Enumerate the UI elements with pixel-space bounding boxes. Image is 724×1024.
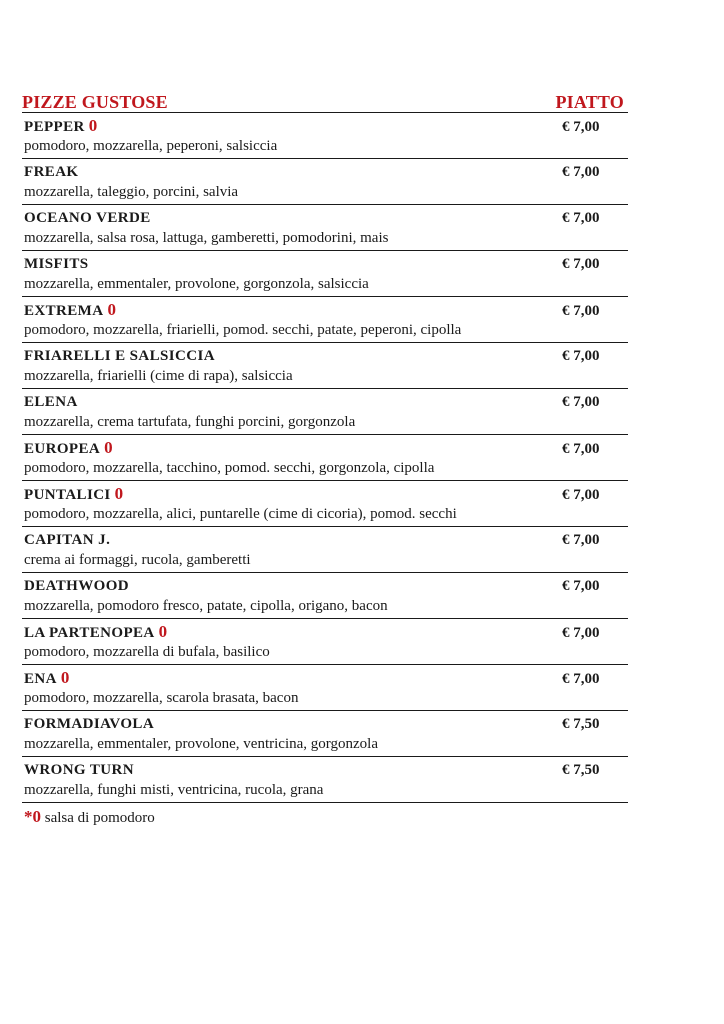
menu-item-name: EXTREMA xyxy=(24,303,104,319)
menu-item xyxy=(22,481,628,527)
menu-item-price: € 7,00 xyxy=(562,256,600,272)
menu-item-price: € 7,00 xyxy=(562,303,600,319)
menu-item xyxy=(22,159,628,205)
menu-item-title xyxy=(22,714,154,734)
menu-item xyxy=(22,297,628,343)
menu-item-header xyxy=(22,300,628,320)
menu-item-title xyxy=(22,530,110,550)
tomato-sauce-mark: 0 xyxy=(60,668,70,687)
menu-item-price: € 7,00 xyxy=(562,164,600,180)
menu-item xyxy=(22,205,628,251)
menu-item-description: pomodoro, mozzarella, friarielli, pomod. secchi, patate, peperoni, cipolla xyxy=(24,322,462,338)
menu-item xyxy=(22,573,628,619)
menu-header xyxy=(22,90,628,113)
menu-item-header xyxy=(22,576,628,596)
tomato-sauce-mark: 0 xyxy=(158,622,168,641)
menu-item-name: ELENA xyxy=(24,394,78,410)
menu-item-name: MISFITS xyxy=(24,256,89,272)
menu-item-name: FREAK xyxy=(24,164,79,180)
menu-item-title xyxy=(22,208,151,228)
menu-item-description: mozzarella, taleggio, porcini, salvia xyxy=(24,184,239,200)
footnote-mark: *0 xyxy=(24,807,41,826)
menu-item-price: € 7,00 xyxy=(562,625,600,641)
menu-item-name: PUNTALICI xyxy=(24,487,111,503)
menu-item-header xyxy=(22,714,628,734)
menu-item xyxy=(22,619,628,665)
menu-item-title xyxy=(22,668,69,689)
menu-item-price: € 7,00 xyxy=(562,671,600,687)
price-column-header: PIATTO xyxy=(555,92,624,112)
tomato-sauce-mark: 0 xyxy=(88,116,98,135)
menu-item-description: mozzarella, salsa rosa, lattuga, gamberetti, pomodorini, mais xyxy=(24,230,389,246)
menu-item xyxy=(22,343,628,389)
menu-item-price: € 7,00 xyxy=(562,348,600,364)
menu-item-name: DEATHWOOD xyxy=(24,578,129,594)
menu-item-description: mozzarella, friarielli (cime di rapa), salsiccia xyxy=(24,368,293,384)
menu-item xyxy=(22,665,628,711)
menu-item-title xyxy=(22,484,123,505)
tomato-sauce-mark: 0 xyxy=(107,300,116,319)
menu-item xyxy=(22,435,628,481)
tomato-sauce-mark: 0 xyxy=(114,484,124,503)
menu-item-title xyxy=(22,622,167,643)
menu-item-header xyxy=(22,622,628,642)
menu-item xyxy=(22,527,628,573)
menu-item-header xyxy=(22,484,628,504)
menu-item-title xyxy=(22,346,215,366)
menu-item-title xyxy=(22,392,78,412)
menu-item-name: PEPPER xyxy=(24,119,85,135)
menu-item-title xyxy=(22,760,134,780)
menu-item-header xyxy=(22,162,628,182)
menu-item-name: WRONG TURN xyxy=(24,762,134,778)
section-title: PIZZE GUSTOSE xyxy=(22,92,168,112)
menu-item-title xyxy=(22,438,113,459)
menu-item-name: EUROPEA xyxy=(24,441,101,457)
menu-item-price: € 7,00 xyxy=(562,210,600,226)
menu-item-name: FRIARELLI E SALSICCIA xyxy=(24,348,215,364)
menu-item-title xyxy=(22,116,97,137)
menu-item-description: mozzarella, funghi misti, ventricina, rucola, grana xyxy=(24,782,324,798)
menu-item-description: pomodoro, mozzarella, peperoni, salsiccia xyxy=(24,138,278,154)
menu-item-price: € 7,00 xyxy=(562,578,600,594)
menu-item-description: mozzarella, emmentaler, provolone, ventricina, gorgonzola xyxy=(24,736,378,752)
menu-item-header xyxy=(22,760,628,780)
menu-item-header xyxy=(22,346,628,366)
menu-item-title xyxy=(22,576,129,596)
menu-item-price: € 7,00 xyxy=(562,487,600,503)
menu-item-description: mozzarella, crema tartufata, funghi porcini, gorgonzola xyxy=(24,414,356,430)
menu-item-price: € 7,00 xyxy=(562,441,600,457)
menu-item-name: ENA xyxy=(24,671,57,687)
menu-item xyxy=(22,757,628,803)
menu-items-list xyxy=(22,113,628,803)
footnote-text: salsa di pomodoro xyxy=(41,810,155,826)
menu-item-name: LA PARTENOPEA xyxy=(24,625,155,641)
menu-item-header xyxy=(22,668,628,688)
menu-item-price: € 7,00 xyxy=(562,119,600,135)
menu-item xyxy=(22,389,628,435)
menu-item-description: pomodoro, mozzarella, alici, puntarelle (cime di cicoria), pomod. secchi xyxy=(24,506,457,522)
menu-item-name: FORMADIAVOLA xyxy=(24,716,155,732)
menu-item-header xyxy=(22,254,628,274)
menu-item-header xyxy=(22,530,628,550)
menu-item-description: mozzarella, pomodoro fresco, patate, cipolla, origano, bacon xyxy=(24,598,388,614)
menu-item-title xyxy=(22,254,89,274)
menu-item-description: pomodoro, mozzarella di bufala, basilico xyxy=(24,644,270,660)
menu-item xyxy=(22,711,628,757)
menu-item-header xyxy=(22,438,628,458)
pizza-menu xyxy=(22,90,628,803)
menu-item-title xyxy=(22,300,116,321)
menu-item-description: crema ai formaggi, rucola, gamberetti xyxy=(24,552,251,568)
menu-item xyxy=(22,113,628,159)
menu-item-price: € 7,00 xyxy=(562,532,600,548)
menu-item-name: CAPITAN J. xyxy=(24,532,111,548)
menu-item-title xyxy=(22,162,79,182)
menu-item-header xyxy=(22,116,628,136)
menu-item-header xyxy=(22,392,628,412)
menu-item-header xyxy=(22,208,628,228)
menu-item-name: OCEANO VERDE xyxy=(24,210,151,226)
menu-item-description: pomodoro, mozzarella, scarola brasata, bacon xyxy=(24,690,299,706)
menu-item-price: € 7,00 xyxy=(562,394,600,410)
menu-item-price: € 7,50 xyxy=(562,716,600,732)
menu-item xyxy=(22,251,628,297)
menu-item-description: mozzarella, emmentaler, provolone, gorgonzola, salsiccia xyxy=(24,276,369,292)
menu-item-description: pomodoro, mozzarella, tacchino, pomod. secchi, gorgonzola, cipolla xyxy=(24,460,435,476)
menu-item-price: € 7,50 xyxy=(562,762,600,778)
footnote xyxy=(24,806,155,829)
tomato-sauce-mark: 0 xyxy=(104,438,113,457)
